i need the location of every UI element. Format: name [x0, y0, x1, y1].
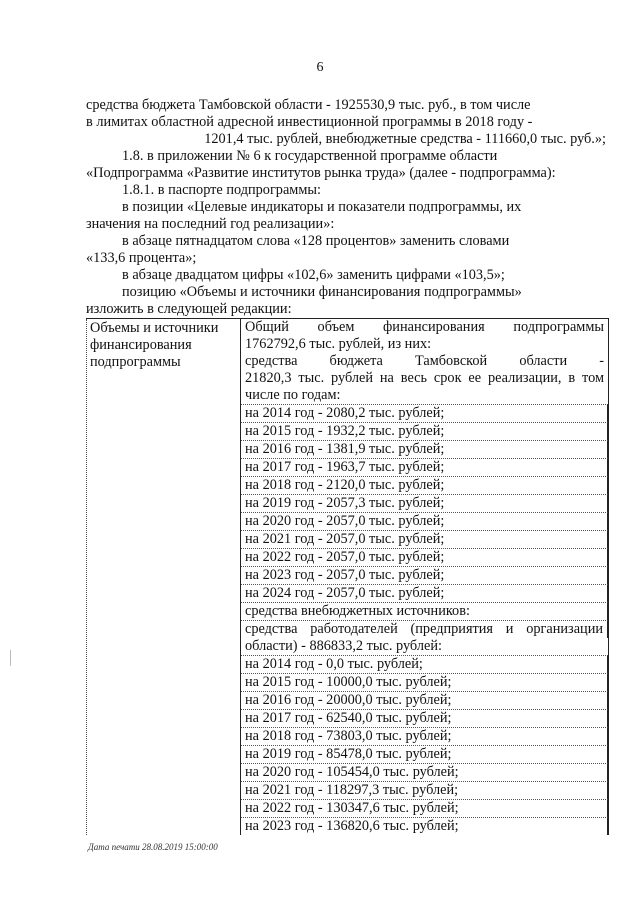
paragraph-line: 1.8.1. в паспорте подпрограммы:: [122, 182, 321, 198]
paragraph-line: средства бюджета Тамбовской области - 1925530,9 тыс. руб., в том числе: [86, 97, 531, 113]
document-body: [86, 97, 606, 835]
paragraph-line: 1201,4 тыс. рублей, внебюджетные средства - 111660,0 тыс. руб.»;: [204, 131, 606, 147]
offbudget-year-row: на 2021 год - 118297,3 тыс. рублей;: [241, 781, 608, 799]
offbudget-year-row: на 2019 год - 85478,0 тыс. рублей;: [241, 745, 608, 763]
page-number: 6: [316, 60, 324, 75]
paragraph-line: в лимитах областной адресной инвестиционной программы в 2018 году -: [86, 114, 533, 130]
budget-year-row: на 2019 год - 2057,3 тыс. рублей;: [241, 494, 608, 512]
offbudget-year-row: на 2018 год - 73803,0 тыс. рублей;: [241, 727, 608, 745]
content-line: Общий объем финансирования подпрограммы: [245, 319, 604, 335]
budget-year-row: на 2022 год - 2057,0 тыс. рублей;: [241, 548, 608, 566]
label-line: Объемы и источники: [90, 320, 219, 336]
budget-year-row: на 2018 год - 2120,0 тыс. рублей;: [241, 476, 608, 494]
offbudget-year-row: на 2022 год - 130347,6 тыс. рублей;: [241, 799, 608, 817]
offbudget-year-row: на 2015 год - 10000,0 тыс. рублей;: [241, 673, 608, 691]
paragraph-line: в абзаце двадцатом цифры «102,6» заменить цифрами «103,5»;: [122, 267, 505, 283]
label-line: подпрограммы: [90, 354, 181, 370]
offbudget-year-row: на 2023 год - 136820,6 тыс. рублей;: [241, 817, 608, 835]
offbudget-year-row: на 2014 год - 0,0 тыс. рублей;: [241, 655, 608, 673]
content-line: 21820,3 тыс. рублей на весь срок ее реализации, в том: [245, 370, 604, 386]
content-line: числе по годам:: [245, 387, 341, 403]
offbudget-heading: средства внебюджетных источников:: [241, 602, 608, 620]
budget-year-row: на 2021 год - 2057,0 тыс. рублей;: [241, 530, 608, 548]
budget-year-row: на 2015 год - 1932,2 тыс. рублей;: [241, 422, 608, 440]
scan-mark: [10, 650, 11, 666]
offbudget-year-row: на 2020 год - 105454,0 тыс. рублей;: [241, 763, 608, 781]
paragraph-line: позицию «Объемы и источники финансирования подпрограммы»: [122, 284, 522, 300]
employers-line: области) - 886833,2 тыс. рублей:: [245, 638, 442, 654]
budget-year-row: на 2014 год - 2080,2 тыс. рублей;: [241, 404, 608, 422]
paragraph-line: изложить в следующей редакции:: [86, 301, 292, 317]
funding-table: [86, 318, 609, 835]
paragraph-line: в абзаце пятнадцатом слова «128 процентов» заменить словами: [122, 233, 510, 249]
print-date-footer: Дата печати 28.08.2019 15:00:00: [88, 842, 218, 852]
budget-year-row: на 2016 год - 1381,9 тыс. рублей;: [241, 440, 608, 458]
employers-line: средства работодателей (предприятия и организации: [241, 620, 608, 638]
offbudget-year-row: на 2016 год - 20000,0 тыс. рублей;: [241, 691, 608, 709]
content-line: средства бюджета Тамбовской области -: [245, 353, 604, 369]
paragraph-line: в позиции «Целевые индикаторы и показатели подпрограммы, их: [122, 199, 522, 215]
paragraph-line: 1.8. в приложении № 6 к государственной программе области: [122, 148, 498, 164]
funding-content-cell: [241, 319, 609, 836]
budget-year-row: на 2024 год - 2057,0 тыс. рублей;: [241, 584, 608, 602]
paragraph-line: значения на последний год реализации»:: [86, 216, 335, 232]
funding-label-cell: [87, 319, 241, 836]
paragraph-line: «133,6 процента»;: [86, 250, 197, 266]
label-line: финансирования: [90, 337, 192, 353]
content-line: 1762792,6 тыс. рублей, из них:: [245, 336, 432, 352]
offbudget-year-row: на 2017 год - 62540,0 тыс. рублей;: [241, 709, 608, 727]
budget-year-row: на 2017 год - 1963,7 тыс. рублей;: [241, 458, 608, 476]
budget-year-row: на 2020 год - 2057,0 тыс. рублей;: [241, 512, 608, 530]
budget-year-row: на 2023 год - 2057,0 тыс. рублей;: [241, 566, 608, 584]
paragraph-line: «Подпрограмма «Развитие институтов рынка труда» (далее - подпрограмма):: [86, 165, 556, 181]
